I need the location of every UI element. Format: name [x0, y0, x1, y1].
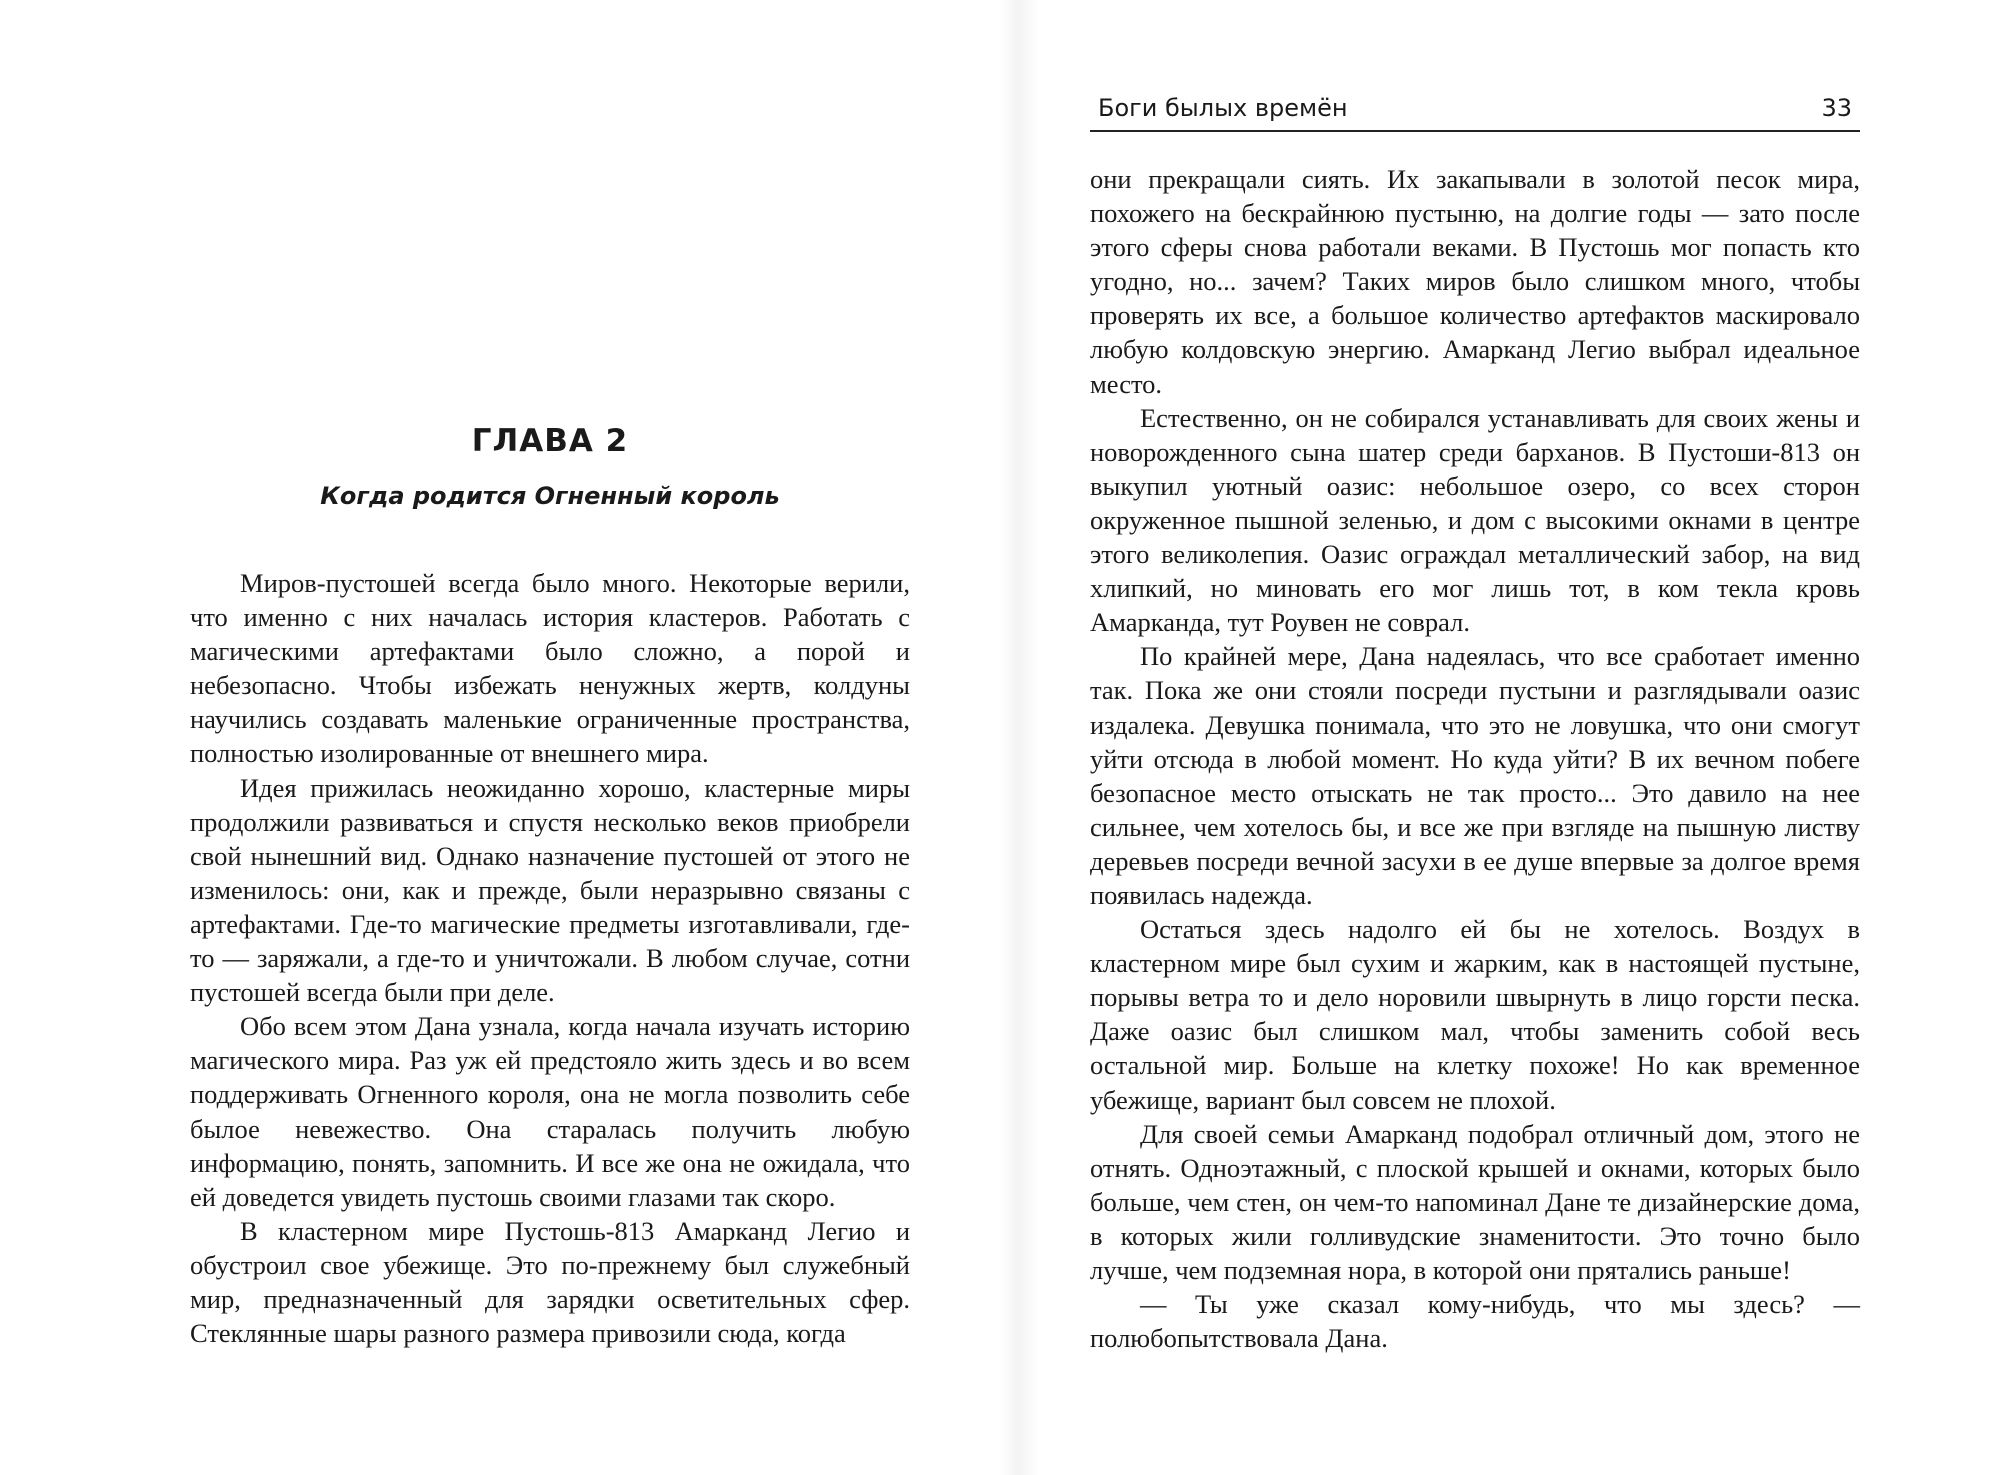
paragraph: По крайней мере, Дана надеялась, что все сработает именно так. Пока же они стояли посреди пустыни и разглядывали оазис издалека. Девушка понимала, что это не ловушка, что они смогут уйти отсюда в любой момент. Но куда уйти? В их вечном побеге безопасное место отыскать не так просто... Это давило на нее сильнее, чем хотелось бы, и все же при взгляде на пышную листву деревьев посреди вечной засухи в ее душе впервые за долгое время появилась надежда. [1090, 641, 1860, 910]
paragraph: Остаться здесь надолго ей бы не хотелось. Воздух в кластерном мире был сухим и жарким, как в настоящей пустыне, порывы ветра то и дело норовили швырнуть в лицо горсти песка. Даже оазис был слишком мал, чтобы заменить собой весь остальной мир. Больше на клетку похоже! Но как временное убежище, вариант был совсем не плохой. [1090, 914, 1860, 1115]
right-body-text [1090, 162, 1860, 1355]
dialogue-paragraph: — Ты уже сказал кому-нибудь, что мы здесь? — полюбопытствовала Дана. [1090, 1289, 1860, 1354]
paragraph: В кластерном мире Пустошь-813 Амарканд Легио и обустроил свое убежище. Это по-прежнему был служебный мир, предназначенный для зарядки осветительных сфер. Стеклянные шары разного размера привозили сюда, когда [190, 1215, 910, 1349]
book-spine-fold [1000, 0, 1040, 1475]
running-title: Боги былых времён [1098, 94, 1348, 122]
right-page [1090, 0, 1860, 1475]
paragraph: Идея прижилась неожиданно хорошо, кластерные миры продолжили развиваться и спустя несколько веков приобрели свой нынешний вид. Однако назначение пустошей от этого не изменилось: они, как и прежде, были неразрывно связаны с артефактами. Где-то магические предметы изготавливали, где-то — заряжали, а где-то и уничтожали. В любом случае, сотни пустошей всегда были при деле. [190, 772, 910, 1008]
paragraph: Для своей семьи Амарканд подобрал отличный дом, этого не отнять. Одноэтажный, с плоской крышей и окнами, которых было больше, чем стен, он чем-то напоминал Дане те дизайнерские дома, в которых жили голливудские знаменитости. Это точно было лучше, чем подземная нора, в которой они прятались раньше! [1090, 1118, 1860, 1285]
page-number: 33 [1821, 94, 1852, 122]
paragraph-continuation: они прекращали сиять. Их закапывали в золотой песок мира, похожего на бескрайнюю пустыню, на долгие годы — зато после этого сферы снова работали веками. В Пустошь мог попасть кто угодно, но... зачем? Таких миров было слишком много, чтобы проверять их все, а большое количество артефактов маскировало любую колдовскую энергию. Амарканд Легио выбрал идеальное место. [1090, 164, 1860, 399]
chapter-title: ГЛАВА 2 [471, 423, 629, 459]
chapter-subtitle: Когда родится Огненный король [320, 482, 780, 510]
paragraph: Обо всем этом Дана узнала, когда начала изучать историю магического мира. Раз уж ей предстояло жить здесь и во всем поддерживать Огненного короля, она не могла позволить себе былое невежество. Она старалась получить любую информацию, понять, запомнить. И все же она не ожидала, что ей доведется увидеть пустошь своими глазами так скоро. [190, 1011, 910, 1212]
running-head [1090, 92, 1860, 132]
left-body-text [190, 566, 910, 1350]
paragraph: Естественно, он не собирался устанавливать для своих жены и новорожденного сына шатер среди барханов. В Пустоши-813 он выкупил уютный оазис: небольшое озеро, со всех сторон окруженное пышной зеленью, и дом с высокими окнами в центре этого великолепия. Оазис ограждал металлический забор, на вид хлипкий, но миновать его мог лишь тот, в ком текла кровь Амарканда, тут Роувен не соврал. [1090, 402, 1860, 638]
left-page [190, 0, 910, 1475]
paragraph: Миров-пустошей всегда было много. Некоторые верили, что именно с них началась история кластеров. Работать с магическими артефактами было сложно, а порой и небезопасно. Чтобы избежать ненужных жертв, колдуны научились создавать маленькие ограниченные пространства, полностью изолированные от внешнего мира. [190, 568, 910, 769]
